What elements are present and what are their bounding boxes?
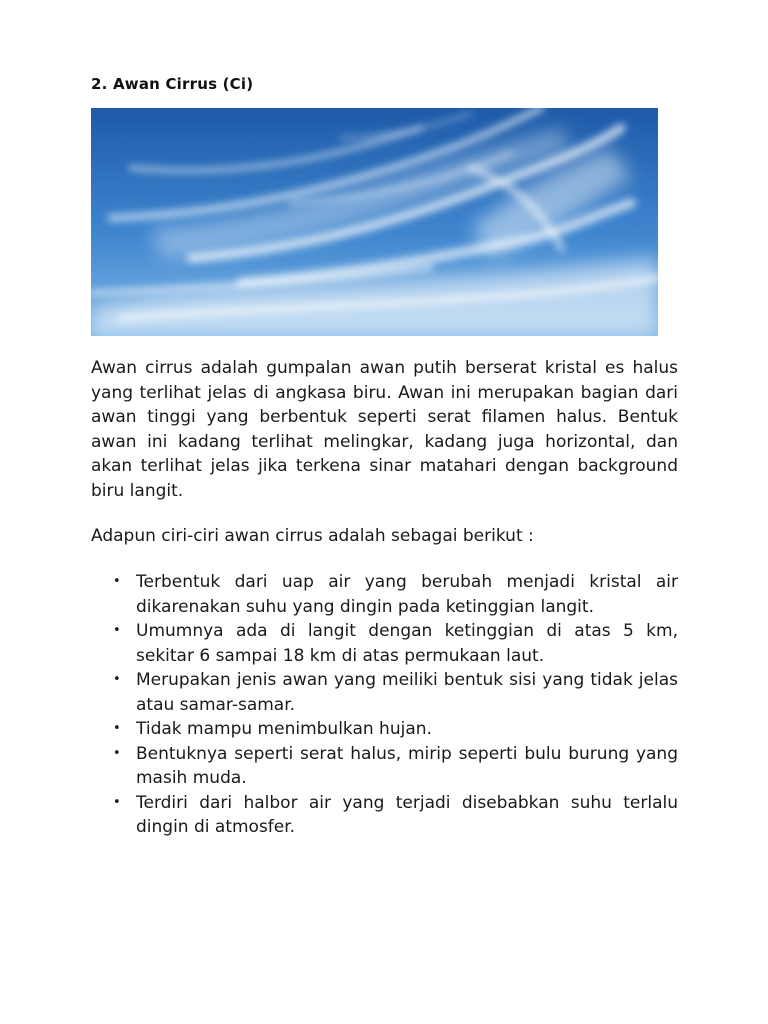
list-item-text: Tidak mampu menimbulkan hujan. xyxy=(136,719,432,739)
list-item xyxy=(91,619,678,668)
list-item-text: Bentuknya seperti serat halus, mirip seperti bulu burung yang masih muda. xyxy=(136,743,678,788)
bullet-icon: • xyxy=(113,745,121,761)
list-item-text: Umumnya ada di langit dengan ketinggian di atas 5 km, sekitar 6 sampai 18 km di atas permukaan laut. xyxy=(136,621,678,666)
bullet-icon: • xyxy=(113,623,121,638)
list-item-text: Merupakan jenis awan yang meiliki bentuk sisi yang tidak jelas atau samar-samar. xyxy=(136,670,678,715)
bullet-icon: • xyxy=(113,672,121,687)
list-item xyxy=(91,570,678,619)
section-heading: 2. Awan Cirrus (Ci) xyxy=(91,75,254,93)
list-item xyxy=(91,717,678,742)
list-item xyxy=(91,791,678,840)
intro-paragraph: Awan cirrus adalah gumpalan awan putih berserat kristal es halus yang terlihat jelas di angkasa biru. Awan ini merupakan bagian dari awan tinggi yang berbentuk seperti serat filamen halus. Bentuk awan ini kadang terlihat melingkar, kadang juga horizontal, dan akan terlihat jelas jika terkena sinar matahari dengan background biru langit. xyxy=(91,358,678,501)
list-intro: Adapun ciri-ciri awan cirrus adalah sebagai berikut : xyxy=(91,526,534,546)
cirrus-sky-illustration xyxy=(91,108,658,336)
list-item-text: Terbentuk dari uap air yang berubah menjadi kristal air dikarenakan suhu yang dingin pada ketinggian langit. xyxy=(136,572,678,617)
bullet-icon: • xyxy=(113,721,121,736)
list-item xyxy=(91,668,678,717)
bullet-icon: • xyxy=(113,794,121,810)
characteristics-list xyxy=(91,570,678,840)
cirrus-cloud-photo xyxy=(91,108,658,336)
list-item-text: Terdiri dari halbor air yang terjadi disebabkan suhu terlalu dingin di atmosfer. xyxy=(136,792,678,837)
bullet-icon: • xyxy=(113,574,121,589)
list-item xyxy=(91,742,678,791)
